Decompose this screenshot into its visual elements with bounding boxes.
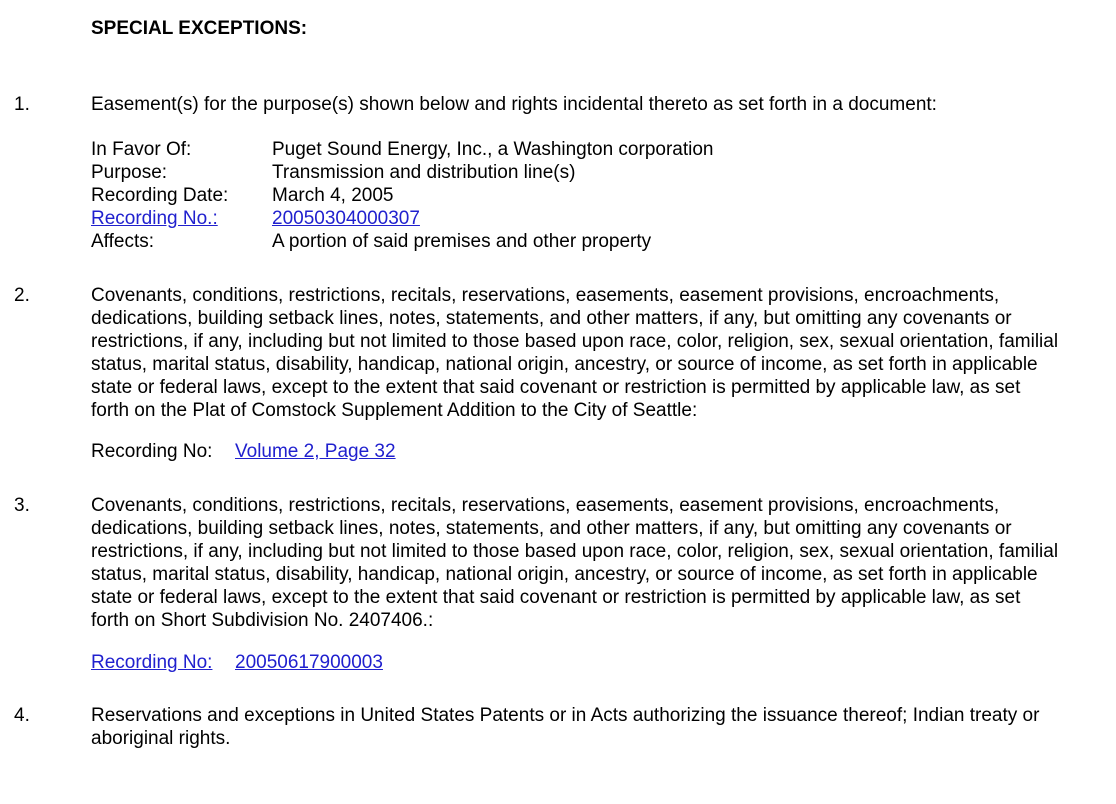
page-title: SPECIAL EXCEPTIONS: bbox=[91, 18, 308, 39]
detail-value-in-favor-of: Puget Sound Energy, Inc., a Washington corporation bbox=[272, 139, 714, 160]
recording-no-label-link[interactable]: Recording No.: bbox=[91, 208, 218, 229]
detail-row bbox=[91, 184, 1060, 207]
detail-row bbox=[91, 207, 1060, 230]
item-number: 2. bbox=[14, 285, 30, 306]
item-content bbox=[91, 93, 1060, 253]
detail-row bbox=[91, 161, 1060, 184]
detail-label-affects: Affects: bbox=[91, 231, 155, 252]
item-paragraph: Covenants, conditions, restrictions, recitals, reservations, easements, easement provisions, encroachments, dedications, building setback lines, notes, statements, and other matters, if any, but omitting any covenants or restrictions, if any, including but not limited to those based upon race, color, religion, sex, sexual orientation, familial status, marital status, disability, handicap, national origin, ancestry, or source of income, as set forth in applicable state or federal laws, except to the extent that said covenant or restriction is permitted by applicable law, as set forth on the Plat of Comstock Supplement Addition to the City of Seattle: bbox=[91, 285, 1059, 421]
item-paragraph: Reservations and exceptions in United States Patents or in Acts authorizing the issuance thereof; Indian treaty or aboriginal rights. bbox=[91, 705, 1040, 749]
detail-label-purpose: Purpose: bbox=[91, 162, 168, 183]
detail-row bbox=[91, 138, 1060, 161]
item-number: 4. bbox=[14, 705, 30, 726]
item-number: 3. bbox=[14, 495, 30, 516]
recording-no-value-link[interactable]: Volume 2, Page 32 bbox=[235, 441, 396, 462]
detail-value-affects: A portion of said premises and other property bbox=[272, 231, 652, 252]
easement-details bbox=[91, 138, 1060, 253]
item-content bbox=[91, 284, 1060, 463]
recording-no-value-link[interactable]: 20050617900003 bbox=[235, 652, 383, 673]
item-number: 1. bbox=[14, 94, 30, 115]
recording-row bbox=[91, 440, 1060, 463]
recording-no-label: Recording No: bbox=[91, 441, 213, 462]
item-content bbox=[91, 494, 1060, 674]
detail-value-purpose: Transmission and distribution line(s) bbox=[272, 162, 576, 183]
detail-label-in-favor-of: In Favor Of: bbox=[91, 139, 192, 160]
item-paragraph: Covenants, conditions, restrictions, recitals, reservations, easements, easement provisions, encroachments, dedications, building setback lines, notes, statements, and other matters, if any, but omitting any covenants or restrictions, if any, including but not limited to those based upon race, color, religion, sex, sexual orientation, familial status, marital status, disability, handicap, national origin, ancestry, or source of income, as set forth in applicable state or federal laws, except to the extent that said covenant or restriction is permitted by applicable law, as set forth on Short Subdivision No. 2407406.: bbox=[91, 495, 1059, 631]
exception-item-1 bbox=[14, 93, 1060, 253]
detail-value-recording-date: March 4, 2005 bbox=[272, 185, 394, 206]
recording-row bbox=[91, 651, 1060, 674]
recording-no-value-link[interactable]: 20050304000307 bbox=[272, 208, 420, 229]
item-content bbox=[91, 704, 1060, 750]
exception-item-4 bbox=[14, 704, 1060, 750]
item-paragraph: Easement(s) for the purpose(s) shown below and rights incidental thereto as set forth in a document: bbox=[91, 94, 937, 115]
exception-item-3 bbox=[14, 494, 1060, 674]
detail-label-recording-date: Recording Date: bbox=[91, 185, 229, 206]
detail-row bbox=[91, 230, 1060, 253]
recording-no-label-link[interactable]: Recording No: bbox=[91, 652, 213, 673]
exception-item-2 bbox=[14, 284, 1060, 463]
